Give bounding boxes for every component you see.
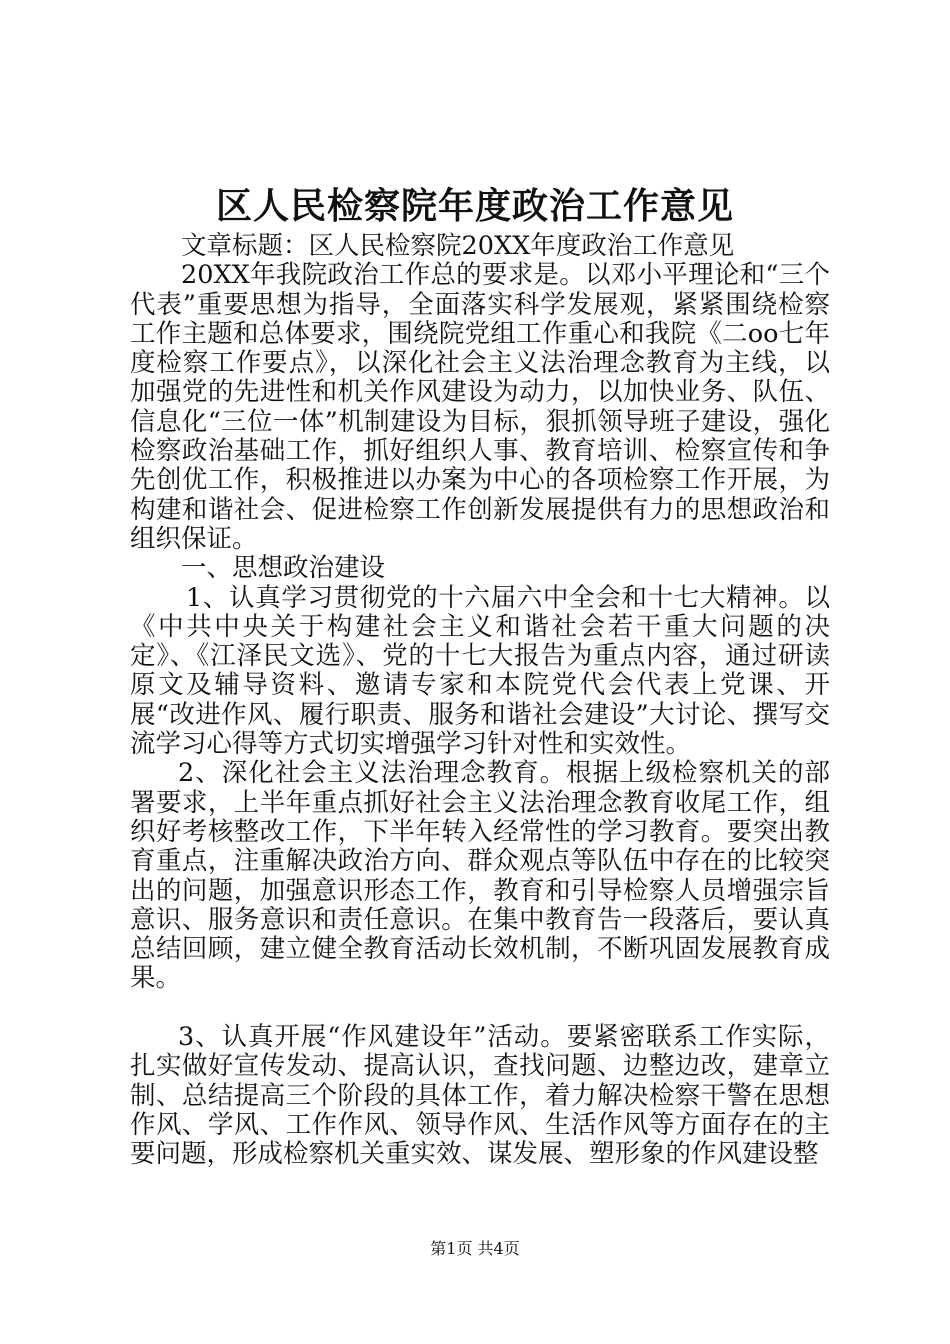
section-heading: 一、思想政治建设 <box>181 553 386 584</box>
document-body <box>130 232 830 1170</box>
paragraph-overview: 20XX年我院政治工作总的要求是。以邓小平理论和“三个代表”重要思想为指导，全面落实科学发展观，紧紧围绕检察工作主题和总体要求，围绕院党组工作重心和我院《二oo七年度检察工作要点》，以深化社会主义法治理念教育为主线，以加强党的先进性和机关作风建设为动力，以加快业务、队伍、信息化“三位一体”机制建设为目标，狠抓领导班子建设，强化检察政治基础工作，抓好组织人事、教育培训、检察宣传和争先创优工作，积极推进以办案为中心的各项检察工作开展，为构建和谐社会、促进检察工作创新发展提供有力的思想政治和组织保证。 <box>130 260 830 554</box>
paragraph-spacer <box>130 994 830 1023</box>
document-title: 区人民检察院年度政治工作意见 <box>215 185 734 227</box>
page-number-footer: 第1页 共4页 <box>430 1239 520 1258</box>
paragraph-item-2: 2、深化社会主义法治理念教育。根据上级检察机关的部署要求，上半年重点抓好社会主义法治理念教育收尾工作，组织好考核整改工作，下半年转入经常性的学习教育。要突出教育重点，注重解决政治方向、群众观点等队伍中存在的比较突出的问题，加强意识形态工作，教育和引导检察人员增强宗旨意识、服务意识和责任意识。在集中教育告一段落后，要认真总结回顾，建立健全教育活动长效机制，不断巩固发展教育成果。 <box>130 758 830 994</box>
article-title-line: 文章标题：区人民检察院20XX年度政治工作意见 <box>181 231 735 261</box>
paragraph-item-3: 3、认真开展“作风建设年”活动。要紧密联系工作实际，扎实做好宣传发动、提高认识，查找问题、边整边改，建章立制、总结提高三个阶段的具体工作，着力解决检察干警在思想作风、学风、工作作风、领导作风、生活作风等方面存在的主要问题，形成检察机关重实效、谋发展、塑形象的作风建设整 <box>130 1022 830 1170</box>
paragraph-item-1: 1、认真学习贯彻党的十六届六中全会和十七大精神。以《中共中央关于构建社会主义和谐社会若干重大问题的决定》、《江泽民文选》、党的十七大报告为重点内容，通过研读原文及辅导资料、邀请专家和本院党代会代表上党课、开展“改进作风、履行职责、服务和谐社会建设”大讨论、撰写交流学习心得等方式切实增强学习针对性和实效性。 <box>130 582 830 760</box>
